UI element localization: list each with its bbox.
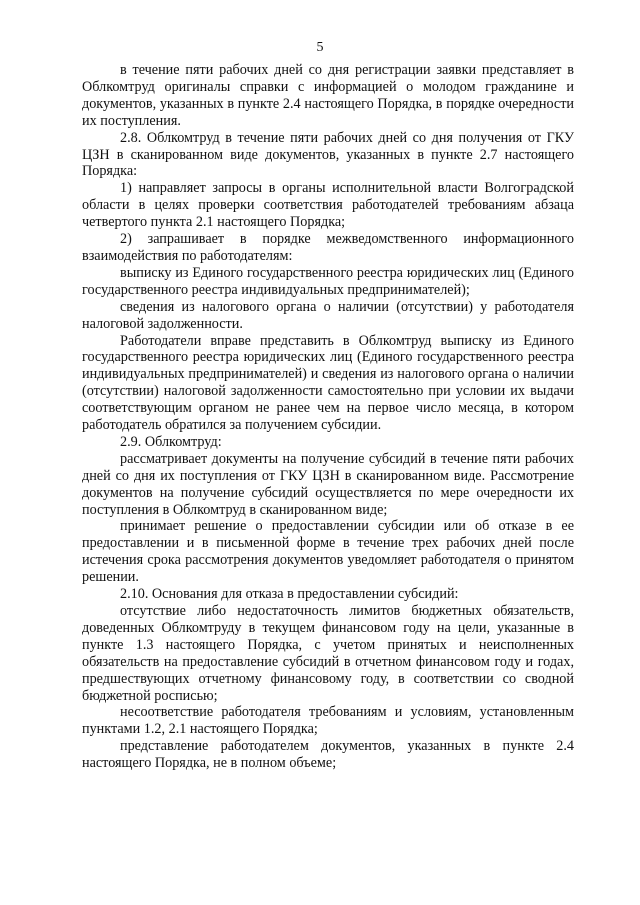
paragraph-item-2: 2) запрашивает в порядке межведомственного информационного взаимодействия по работодателям:: [82, 231, 574, 264]
paragraph-review-documents: рассматривает документы на получение субсидий в течение пяти рабочих дней со дня их поступления от ГКУ ЦЗН в сканированном виде. Рассмотрение документов на получение субсидий осуществляется по мере очередности их поступления в Облкомтруд в сканированном виде;: [82, 450, 574, 518]
paragraph-employers-right: Работодатели вправе представить в Облкомтруд выписку из Единого государственного реестра юридических лиц (Единого государственного реестра индивидуальных предпринимателей) и сведения из налогового органа о наличии (отсутствии) налоговой задолженности самостоятельно при условии их выдачи соответствующим органом не ранее чем на первое число месяца, в котором работодатель обратился за получением субсидии.: [82, 332, 574, 434]
paragraph-refusal-incomplete: представление работодателем документов, указанных в пункте 2.4 настоящего Порядка, не в полном объеме;: [82, 738, 574, 772]
paragraph-tax-info: сведения из налогового органа о наличии (отсутствии) у работодателя налоговой задолженности.: [82, 298, 574, 332]
paragraph-decision: принимает решение о предоставлении субсидии или об отказе в ее предоставлении и в письменной форме в течение трех рабочих дней после истечения срока рассмотрения документов уведомляет работодателя о принятом решении.: [82, 518, 574, 586]
paragraph-continuation: в течение пяти рабочих дней со дня регистрации заявки представляет в Облкомтруд оригиналы справки с информацией о молодом гражданине и документов, указанных в пункте 2.4 настоящего Порядка, в порядке очередности их поступления.: [82, 62, 574, 129]
paragraph-item-1: 1) направляет запросы в органы исполнительной власти Волгоградской области в целях проверки соответствия работодателей требованиям абзаца четвертого пункта 2.1 настоящего Порядка;: [82, 180, 574, 231]
document-body: [82, 62, 574, 772]
paragraph-refusal-limits: отсутствие либо недостаточность лимитов бюджетных обязательств, доведенных Облкомтруду в текущем финансовом году на цели, указанные в пункте 1.3 настоящего Порядка, с учетом принятых и неисполненных обязательств на предоставление субсидий в отчетном финансовом году и годах, предшествующих отчетному финансовому году, в соответствии со сводной бюджетной росписью;: [82, 603, 574, 704]
paragraph-2-9: 2.9. Облкомтруд:: [120, 433, 222, 450]
paragraph-2-8: 2.8. Облкомтруд в течение пяти рабочих дней со дня получения от ГКУ ЦЗН в сканированном виде документов, указанных в пункте 2.7 настоящего Порядка:: [82, 129, 574, 180]
paragraph-registry-extract: выписку из Единого государственного реестра юридических лиц (Единого государственного реестра индивидуальных предпринимателей);: [82, 264, 574, 298]
paragraph-refusal-requirements: несоответствие работодателя требованиям и условиям, установленным пунктами 1.2, 2.1 настоящего Порядка;: [82, 704, 574, 738]
page-number: 5: [316, 40, 324, 55]
paragraph-2-10: 2.10. Основания для отказа в предоставлении субсидий:: [120, 586, 459, 603]
